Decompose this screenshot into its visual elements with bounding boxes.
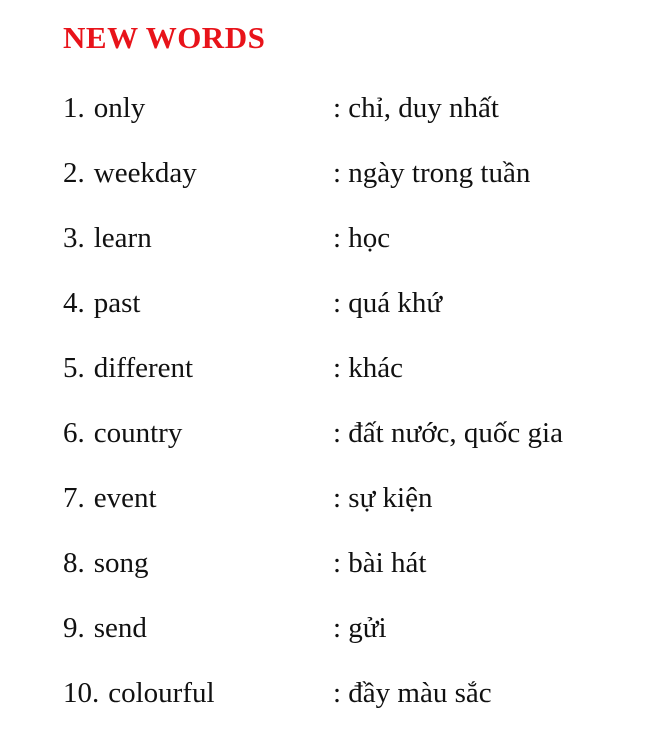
vocab-row <box>63 531 653 596</box>
word-entry <box>63 156 333 191</box>
vocab-row <box>63 271 653 336</box>
word-text: event <box>93 482 157 515</box>
word-translation: : bài hát <box>333 547 427 580</box>
word-text: song <box>93 547 149 580</box>
vocab-row <box>63 206 653 271</box>
word-number: 4. <box>63 287 85 320</box>
word-translation: : sự kiện <box>333 482 433 515</box>
vocab-row <box>63 336 653 401</box>
word-text: past <box>93 287 141 320</box>
page-title: NEW WORDS <box>63 20 266 55</box>
vocab-row <box>63 76 653 141</box>
word-number: 6. <box>63 417 85 450</box>
vocab-row <box>63 141 653 206</box>
vocab-row <box>63 661 653 726</box>
word-number: 1. <box>63 92 85 125</box>
word-entry <box>63 611 333 646</box>
word-entry <box>63 416 333 451</box>
word-number: 2. <box>63 157 85 190</box>
word-entry <box>63 221 333 256</box>
word-number: 10. <box>63 677 100 710</box>
word-entry <box>63 481 333 516</box>
word-translation: : đất nước, quốc gia <box>333 417 563 450</box>
word-entry <box>63 351 333 386</box>
word-translation: : gửi <box>333 612 387 645</box>
vocab-row <box>63 466 653 531</box>
word-translation: : khác <box>333 352 404 385</box>
word-text: colourful <box>108 677 215 710</box>
word-entry <box>63 676 333 711</box>
word-translation: : ngày trong tuần <box>333 157 531 190</box>
vocab-list <box>63 76 653 726</box>
word-text: send <box>93 612 147 645</box>
word-number: 3. <box>63 222 85 255</box>
word-entry <box>63 546 333 581</box>
word-entry <box>63 286 333 321</box>
word-number: 9. <box>63 612 85 645</box>
word-entry <box>63 91 333 126</box>
word-number: 5. <box>63 352 85 385</box>
word-translation: : đầy màu sắc <box>333 677 492 710</box>
word-number: 7. <box>63 482 85 515</box>
vocab-row <box>63 596 653 661</box>
vocab-row <box>63 401 653 466</box>
word-translation: : chỉ, duy nhất <box>333 92 499 125</box>
word-number: 8. <box>63 547 85 580</box>
word-text: country <box>93 417 183 450</box>
word-text: only <box>93 92 146 125</box>
word-translation: : quá khứ <box>333 287 443 320</box>
word-text: learn <box>93 222 152 255</box>
word-text: different <box>93 352 194 385</box>
word-text: weekday <box>93 157 197 190</box>
word-translation: : học <box>333 222 391 255</box>
